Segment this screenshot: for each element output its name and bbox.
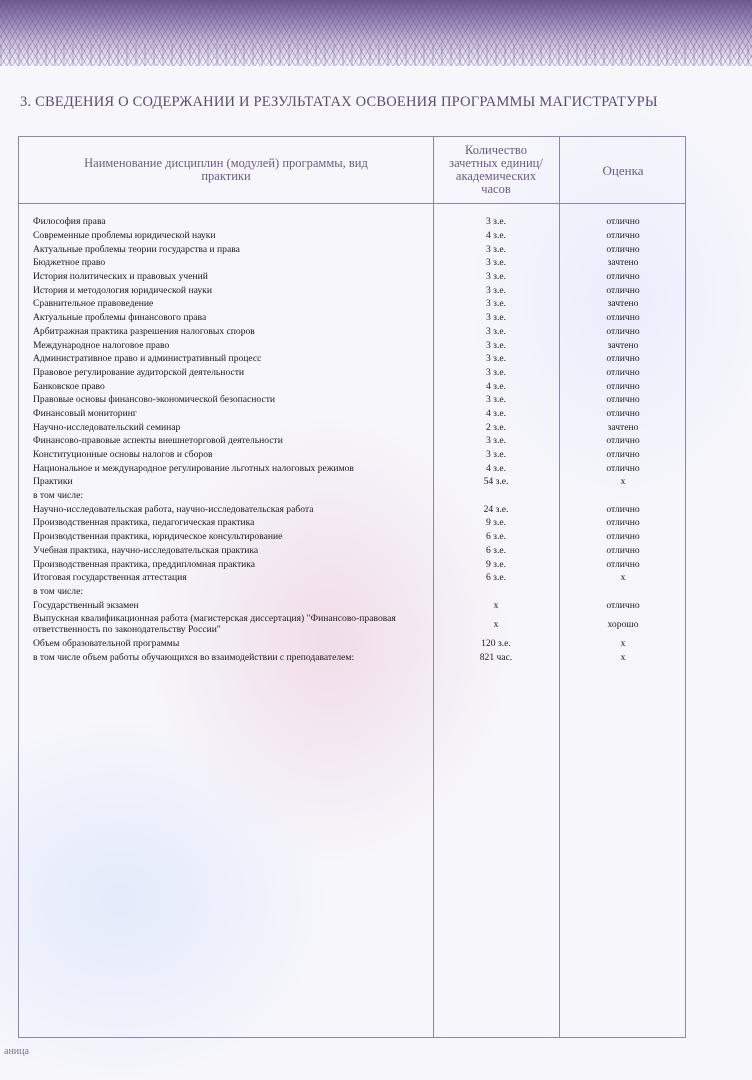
discipline-name: Научно-исследовательский семинар	[33, 421, 181, 433]
table-row	[19, 516, 687, 530]
table-row	[19, 651, 687, 665]
credits-value: 120 з.е.	[481, 638, 511, 650]
discipline-name: Актуальные проблемы финансового права	[33, 312, 207, 324]
credits-value: 3 з.е.	[485, 298, 507, 310]
discipline-name: Правовые основы финансово-экономической безопасности	[33, 394, 276, 406]
credits-value: 3 з.е.	[485, 366, 507, 378]
table-row	[19, 215, 687, 229]
grade-value: отлично	[606, 216, 640, 228]
grade-value: отлично	[606, 531, 640, 543]
discipline-name: в том числе объем работы обучающихся во взаимодействии с преподавателем:	[33, 651, 355, 663]
grade-value: отлично	[606, 230, 640, 242]
credits-value: 821 час.	[479, 651, 513, 663]
credits-value: 3 з.е.	[485, 325, 507, 337]
table-row	[19, 366, 687, 380]
table-row	[19, 489, 687, 503]
credits-value: x	[493, 599, 499, 611]
grade-value: зачтено	[607, 298, 639, 310]
credits-value: 6 з.е.	[485, 572, 507, 584]
results-table	[18, 136, 686, 1038]
table-row	[19, 448, 687, 462]
discipline-name: Производственная практика, педагогическая практика	[33, 517, 255, 529]
table-row	[19, 502, 687, 516]
table-row	[19, 379, 687, 393]
table-row	[19, 637, 687, 651]
grade-value: зачтено	[607, 421, 639, 433]
discipline-name: Сравнительное правоведение	[33, 298, 154, 310]
grade-value: зачтено	[607, 257, 639, 269]
table-row	[19, 612, 687, 637]
table-row	[19, 352, 687, 366]
grade-value: отлично	[606, 366, 640, 378]
discipline-name: Объем образовательной программы	[33, 638, 180, 650]
table-row	[19, 475, 687, 489]
table-row	[19, 283, 687, 297]
table-row	[19, 338, 687, 352]
discipline-name: История политических и правовых учений	[33, 271, 208, 283]
discipline-name: Практики	[33, 476, 73, 488]
table-row	[19, 256, 687, 270]
discipline-name: Административное право и административный процесс	[33, 353, 262, 365]
table-row	[19, 434, 687, 448]
discipline-name: Итоговая государственная аттестация	[33, 572, 187, 584]
grade-value: отлично	[606, 284, 640, 296]
discipline-name: Производственная практика, преддипломная практика	[33, 558, 256, 570]
discipline-name: в том числе:	[33, 490, 84, 502]
discipline-name: Бюджетное право	[33, 257, 106, 269]
discipline-name: Банковское право	[33, 380, 105, 392]
discipline-name: Выпускная квалификационная работа (магистерская диссертация) "Финансово-правовая ответственность по законодательству России"	[33, 613, 396, 636]
credits-value: 3 з.е.	[485, 312, 507, 324]
credits-value: 9 з.е.	[485, 558, 507, 570]
grade-value: отлично	[606, 503, 640, 515]
grade-value: x	[620, 476, 626, 488]
grade-value: отлично	[606, 243, 640, 255]
discipline-name: в том числе:	[33, 585, 84, 597]
discipline-name: История и методология юридической науки	[33, 284, 212, 296]
grade-value: x	[620, 638, 626, 650]
header-credits: Количество зачетных единиц/ академических часов	[449, 143, 543, 196]
discipline-name: Философия права	[33, 216, 106, 228]
table-row	[19, 530, 687, 544]
discipline-name: Актуальные проблемы теории государства и права	[33, 243, 240, 255]
credits-value: 3 з.е.	[485, 271, 507, 283]
credits-value: 6 з.е.	[485, 544, 507, 556]
grade-value: отлично	[606, 462, 640, 474]
header-grade: Оценка	[602, 162, 644, 178]
grade-value: отлично	[606, 353, 640, 365]
discipline-name: Международное налоговое право	[33, 339, 170, 351]
discipline-name: Учебная практика, научно-исследовательская практика	[33, 544, 259, 556]
table-row	[19, 311, 687, 325]
credits-value: 3 з.е.	[485, 339, 507, 351]
table-row	[19, 420, 687, 434]
credits-value: 3 з.е.	[485, 243, 507, 255]
discipline-name: Производственная практика, юридическое консультирование	[33, 531, 283, 543]
credits-value: x	[493, 618, 499, 630]
credits-value: 24 з.е.	[483, 503, 509, 515]
table-row	[19, 557, 687, 571]
discipline-name: Арбитражная практика разрешения налоговых споров	[33, 325, 255, 337]
grade-value: отлично	[606, 435, 640, 447]
credits-value: 3 з.е.	[485, 449, 507, 461]
grade-value: зачтено	[607, 339, 639, 351]
header-divider	[19, 203, 685, 204]
grade-value: отлично	[606, 380, 640, 392]
credits-value: 3 з.е.	[485, 353, 507, 365]
table-row	[19, 229, 687, 243]
table-row	[19, 393, 687, 407]
table-body	[19, 215, 687, 664]
grade-value: отлично	[606, 325, 640, 337]
credits-value: 54 з.е.	[483, 476, 509, 488]
table-row	[19, 270, 687, 284]
discipline-name: Национальное и международное регулирование льготных налоговых режимов	[33, 462, 354, 474]
grade-value: отлично	[606, 544, 640, 556]
table-row	[19, 544, 687, 558]
grade-value: x	[620, 572, 626, 584]
credits-value: 3 з.е.	[485, 435, 507, 447]
credits-value: 4 з.е.	[485, 462, 507, 474]
page-footer-fragment: аница	[4, 1046, 29, 1057]
grade-value: отлично	[606, 599, 640, 611]
credits-value: 3 з.е.	[485, 394, 507, 406]
credits-value: 4 з.е.	[485, 380, 507, 392]
table-row	[19, 297, 687, 311]
grade-value: отлично	[606, 449, 640, 461]
table-row	[19, 598, 687, 612]
table-row	[19, 325, 687, 339]
grade-value: отлично	[606, 407, 640, 419]
credits-value: 3 з.е.	[485, 284, 507, 296]
discipline-name: Правовое регулирование аудиторской деятельности	[33, 366, 245, 378]
table-row	[19, 585, 687, 599]
credits-value: 6 з.е.	[485, 531, 507, 543]
grade-value: отлично	[606, 394, 640, 406]
discipline-name: Научно-исследовательская работа, научно-исследовательская работа	[33, 503, 314, 515]
header-discipline-name: Наименование дисциплин (модулей) программы, вид практики	[84, 156, 368, 183]
grade-value: хорошо	[607, 618, 639, 630]
credits-value: 3 з.е.	[485, 216, 507, 228]
security-pattern-header	[0, 0, 752, 66]
discipline-name: Государственный экзамен	[33, 599, 139, 611]
discipline-name: Современные проблемы юридической науки	[33, 230, 216, 242]
table-row	[19, 461, 687, 475]
table-row	[19, 242, 687, 256]
credits-value: 4 з.е.	[485, 230, 507, 242]
table-row	[19, 571, 687, 585]
credits-value: 4 з.е.	[485, 407, 507, 419]
discipline-name: Финансовый мониторинг	[33, 407, 137, 419]
grade-value: отлично	[606, 517, 640, 529]
grade-value: отлично	[606, 271, 640, 283]
discipline-name: Финансово-правовые аспекты внешнеторговой деятельности	[33, 435, 283, 447]
grade-value: x	[620, 651, 626, 663]
credits-value: 2 з.е.	[485, 421, 507, 433]
section-title: 3. СВЕДЕНИЯ О СОДЕРЖАНИИ И РЕЗУЛЬТАТАХ ОСВОЕНИЯ ПРОГРАММЫ МАГИСТРАТУРЫ	[20, 94, 658, 110]
table-row	[19, 407, 687, 421]
discipline-name: Конституционные основы налогов и сборов	[33, 449, 213, 461]
credits-value: 9 з.е.	[485, 517, 507, 529]
grade-value: отлично	[606, 558, 640, 570]
credits-value: 3 з.е.	[485, 257, 507, 269]
grade-value: отлично	[606, 312, 640, 324]
